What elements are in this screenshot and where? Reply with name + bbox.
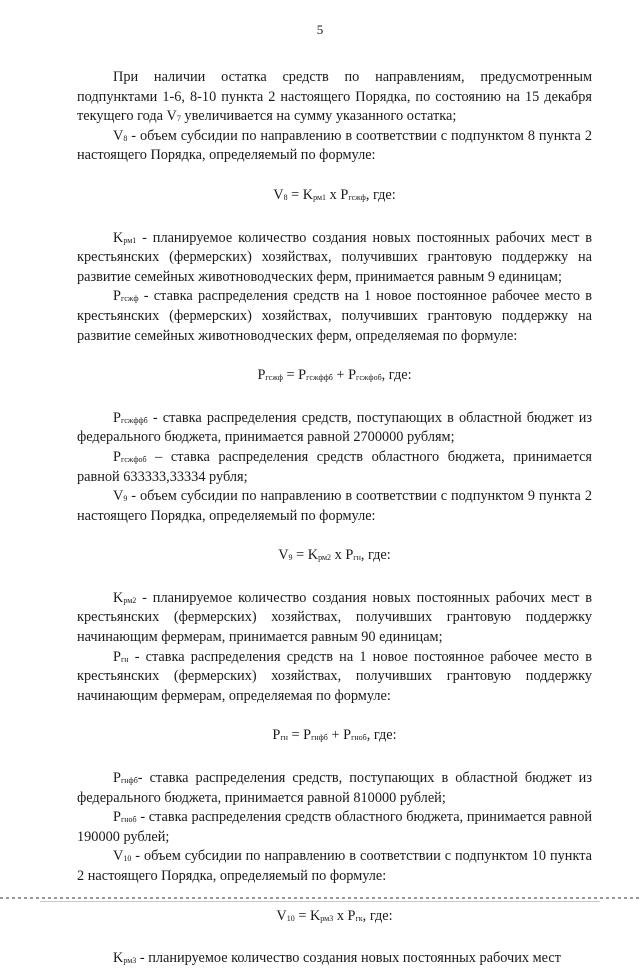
- subscript: рм1: [313, 192, 327, 202]
- symbol: V: [113, 488, 124, 505]
- formula-v10: [77, 907, 592, 927]
- text: - планируемое количество создания новых постоянных рабочих мест: [136, 950, 561, 967]
- text: - объем субсидии по направлению в соответствии с подпунктом 10 пункта 2 настоящего Порядка, определяемый по формуле:: [77, 848, 592, 884]
- symbol: P: [113, 288, 121, 305]
- symbol: V: [273, 186, 284, 203]
- symbol: P: [257, 367, 266, 384]
- text: - объем субсидии по направлению в соответствии с подпунктом 9 пункта 2 настоящего Порядка, определяемый по формуле:: [77, 488, 592, 524]
- symbol: = P: [287, 727, 312, 744]
- scan-edge-line: [40, 901, 600, 902]
- text: – ставка распределения средств областного бюджета, принимается равной 633333,33334 рубля;: [77, 448, 592, 485]
- subscript: рм2: [123, 595, 137, 605]
- text: - ставка распределения средств, поступающих в областной бюджет из федерального бюджета, принимается равной 2700000 рублям;: [77, 409, 592, 446]
- document-body: [77, 68, 592, 969]
- subscript: рм3: [123, 956, 137, 966]
- symbol: K: [113, 229, 124, 246]
- paragraph-remainder-v7: [77, 68, 592, 127]
- subscript: гн: [280, 733, 288, 743]
- text: , где:: [365, 186, 396, 203]
- symbol: P: [113, 770, 121, 787]
- subscript: гн: [353, 553, 361, 563]
- page-number: 5: [316, 22, 324, 37]
- symbol: x P: [331, 547, 354, 564]
- text: , где:: [366, 727, 397, 744]
- formula-pgn: [77, 726, 592, 746]
- scan-edge-line: [0, 897, 640, 899]
- text: - объем субсидии по направлению в соответствии с подпунктом 8 пункта 2 настоящего Порядка, определяемый по формуле:: [77, 127, 592, 164]
- symbol: K: [113, 589, 124, 606]
- subscript: гноб: [351, 733, 367, 743]
- symbol: V: [113, 127, 124, 144]
- subscript: гсжф: [120, 294, 139, 304]
- text: , где:: [360, 547, 391, 564]
- text: - ставка распределения средств областного бюджета, принимается равной 190000 рублей;: [77, 809, 592, 845]
- paragraph-v9-definition: [77, 487, 592, 526]
- text: При наличии остатка средств по направлениям, предусмотренным подпунктами 1-6, 8-10 пункта 2 настоящего Порядка, по состоянию на 15 декабря текущего года V: [77, 69, 592, 125]
- formula-v8: [77, 186, 592, 206]
- subscript: гноб: [120, 815, 137, 825]
- text: , где:: [381, 367, 412, 384]
- text: - ставка распределения средств на 1 новое постоянное рабочее место в крестьянских (фермерских) хозяйствах, получивших грантовую поддержку на развитие семейных животноводческих ферм, определяемая по формуле:: [77, 288, 592, 344]
- paragraph-v10-definition: [77, 847, 592, 886]
- text: увеличивается на сумму указанного остатка;: [180, 108, 457, 125]
- subscript: 9: [288, 553, 293, 563]
- formula-pgszhf: [77, 366, 592, 386]
- subscript: гсжф: [348, 192, 366, 202]
- text: - планируемое количество создания новых постоянных рабочих мест в крестьянских (фермерских) хозяйствах, получивших грантовую поддержку на развитие семейных животноводческих ферм, принимается равным 9 единицам;: [77, 229, 592, 285]
- symbol: V: [278, 547, 289, 564]
- symbol: + P: [332, 367, 357, 384]
- paragraph-krm1-definition: [77, 229, 592, 288]
- subscript: 9: [123, 494, 128, 504]
- subscript: 8: [283, 192, 288, 202]
- symbol: P: [272, 727, 281, 744]
- subscript: 10: [123, 854, 132, 864]
- subscript: рм1: [123, 235, 137, 245]
- symbol: P: [113, 409, 121, 426]
- subscript: 7: [176, 114, 181, 124]
- subscript: гнфб: [311, 733, 328, 743]
- subscript: 10: [286, 913, 295, 923]
- paragraph-v8-definition: [77, 127, 592, 166]
- symbol: = K: [292, 547, 319, 564]
- paragraph-federal-rate-2: [77, 769, 592, 808]
- text: - ставка распределения средств, поступающих в областной бюджет из федерального бюджета, принимается равной 810000 рублей;: [77, 770, 592, 806]
- symbol: = K: [287, 186, 314, 203]
- text: , где:: [362, 907, 393, 924]
- symbol: x P: [333, 907, 356, 924]
- symbol: P: [113, 648, 121, 665]
- subscript: рм3: [320, 913, 334, 923]
- paragraph-pgszhf-definition: [77, 287, 592, 346]
- subscript: гнфб: [120, 776, 138, 786]
- symbol: P: [113, 448, 121, 465]
- subscript: гсжффб: [120, 415, 148, 425]
- subscript: гн: [120, 654, 129, 664]
- symbol: = K: [294, 907, 321, 924]
- subscript: гсжф: [265, 373, 283, 383]
- text: - ставка распределения средств на 1 новое постоянное рабочее место в крестьянских (фермерских) хозяйствах, получивших грантовую поддержку начинающим фермерам, определяемая по формуле:: [77, 648, 592, 704]
- subscript: рм2: [318, 553, 332, 563]
- subscript: гсжфоб: [120, 454, 147, 464]
- paragraph-pgn-definition: [77, 648, 592, 707]
- symbol: x P: [326, 186, 349, 203]
- symbol: = P: [282, 367, 307, 384]
- subscript: гсжфоб: [356, 373, 382, 383]
- symbol: V: [113, 848, 124, 865]
- symbol: P: [113, 809, 121, 826]
- symbol: V: [276, 907, 287, 924]
- paragraph-krm2-definition: [77, 589, 592, 648]
- subscript: 8: [123, 133, 128, 143]
- paragraph-regional-rate-1: [77, 448, 592, 487]
- symbol: + P: [327, 727, 352, 744]
- paragraph-krm3-definition: [77, 949, 592, 969]
- formula-v9: [77, 546, 592, 566]
- text: - планируемое количество создания новых постоянных рабочих мест в крестьянских (фермерских) хозяйствах, получивших грантовую поддержку начинающим фермерам, принимается равным 90 единицам;: [77, 589, 592, 646]
- symbol: K: [113, 950, 124, 967]
- paragraph-regional-rate-2: [77, 808, 592, 847]
- subscript: гсжффб: [306, 373, 333, 383]
- paragraph-federal-rate-1: [77, 409, 592, 448]
- subscript: гк: [355, 913, 363, 923]
